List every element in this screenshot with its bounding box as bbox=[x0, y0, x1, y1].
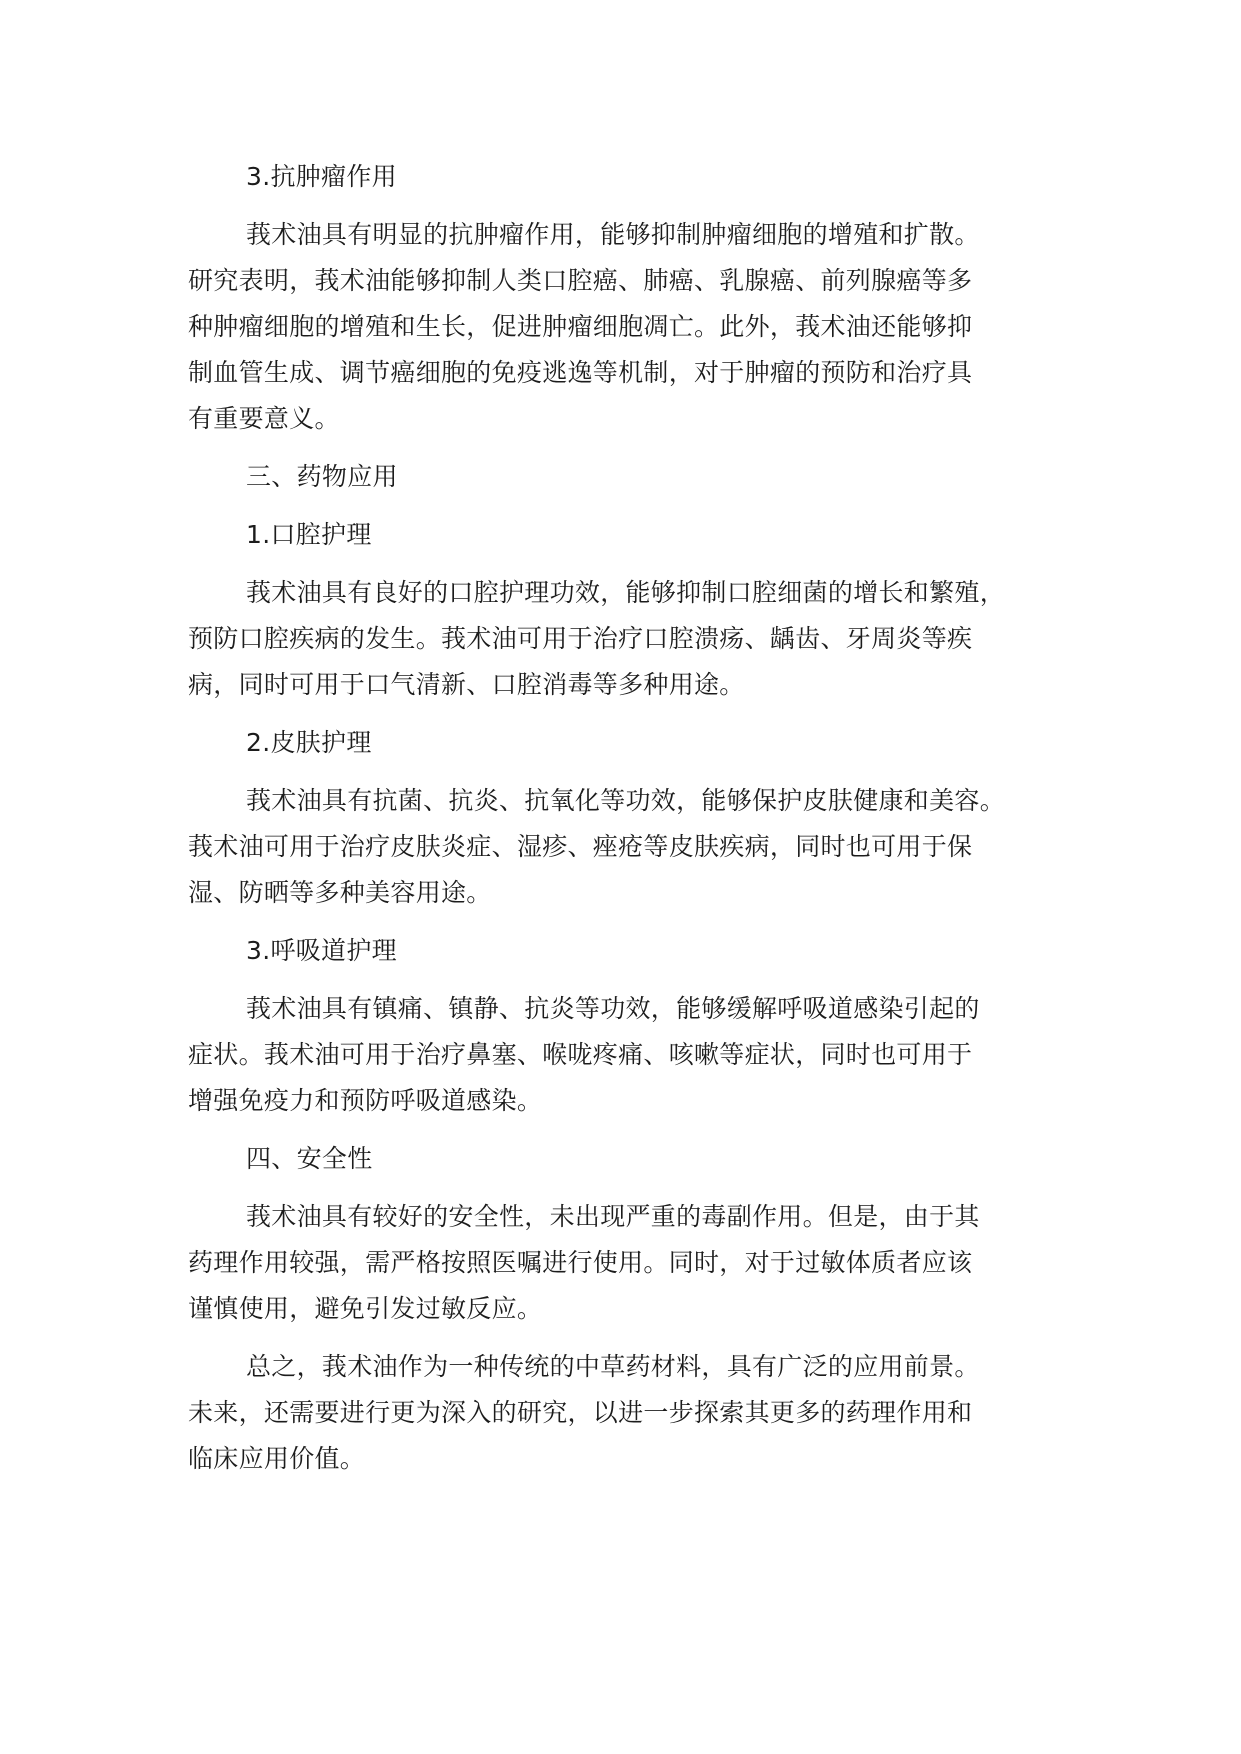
paragraph-line: 莪术油具有明显的抗肿瘤作用，能够抑制肿瘤细胞的增殖和扩散。 bbox=[246, 220, 980, 249]
paragraph-line: 药理作用较强，需严格按照医嘱进行使用。同时，对于过敏体质者应该 bbox=[188, 1248, 973, 1277]
paragraph-line: 莪术油具有较好的安全性，未出现严重的毒副作用。但是，由于其 bbox=[246, 1202, 980, 1231]
paragraph-antitumor bbox=[188, 212, 1088, 442]
paragraph-conclusion bbox=[188, 1344, 1088, 1482]
paragraph-respiratory-care bbox=[188, 986, 1088, 1124]
paragraph-line: 总之，莪术油作为一种传统的中草药材料，具有广泛的应用前景。 bbox=[246, 1352, 980, 1381]
paragraph-line: 湿、防晒等多种美容用途。 bbox=[188, 878, 492, 907]
paragraph-line: 莪术油具有镇痛、镇静、抗炎等功效，能够缓解呼吸道感染引起的 bbox=[246, 994, 980, 1023]
section-heading-drug-application: 三、药物应用 bbox=[246, 462, 398, 491]
paragraph-line: 制血管生成、调节癌细胞的免疫逃逸等机制，对于肿瘤的预防和治疗具 bbox=[188, 358, 973, 387]
paragraph-line: 谨慎使用，避免引发过敏反应。 bbox=[188, 1294, 543, 1323]
section-heading-skin-care: 2.皮肤护理 bbox=[246, 728, 372, 757]
paragraph-safety bbox=[188, 1194, 1088, 1332]
paragraph-line: 莪术油具有良好的口腔护理功效，能够抑制口腔细菌的增长和繁殖， bbox=[246, 578, 1006, 607]
section-heading-safety: 四、安全性 bbox=[246, 1144, 373, 1173]
paragraph-oral-care bbox=[188, 570, 1088, 708]
paragraph-line: 莪术油可用于治疗皮肤炎症、湿疹、痤疮等皮肤疾病，同时也可用于保 bbox=[188, 832, 973, 861]
paragraph-line: 种肿瘤细胞的增殖和生长，促进肿瘤细胞凋亡。此外，莪术油还能够抑 bbox=[188, 312, 973, 341]
document-body bbox=[188, 154, 1088, 1494]
paragraph-line: 症状。莪术油可用于治疗鼻塞、喉咙疼痛、咳嗽等症状，同时也可用于 bbox=[188, 1040, 973, 1069]
paragraph-line: 预防口腔疾病的发生。莪术油可用于治疗口腔溃疡、龋齿、牙周炎等疾 bbox=[188, 624, 973, 653]
paragraph-line: 临床应用价值。 bbox=[188, 1444, 366, 1473]
section-heading-antitumor: 3.抗肿瘤作用 bbox=[246, 162, 397, 191]
paragraph-line: 未来，还需要进行更为深入的研究，以进一步探索其更多的药理作用和 bbox=[188, 1398, 973, 1427]
section-heading-oral-care: 1.口腔护理 bbox=[246, 520, 372, 549]
paragraph-line: 莪术油具有抗菌、抗炎、抗氧化等功效，能够保护皮肤健康和美容。 bbox=[246, 786, 1006, 815]
paragraph-line: 增强免疫力和预防呼吸道感染。 bbox=[188, 1086, 543, 1115]
section-heading-respiratory-care: 3.呼吸道护理 bbox=[246, 936, 397, 965]
paragraph-line: 有重要意义。 bbox=[188, 404, 340, 433]
paragraph-skin-care bbox=[188, 778, 1088, 916]
paragraph-line: 研究表明，莪术油能够抑制人类口腔癌、肺癌、乳腺癌、前列腺癌等多 bbox=[188, 266, 973, 295]
paragraph-line: 病，同时可用于口气清新、口腔消毒等多种用途。 bbox=[188, 670, 745, 699]
